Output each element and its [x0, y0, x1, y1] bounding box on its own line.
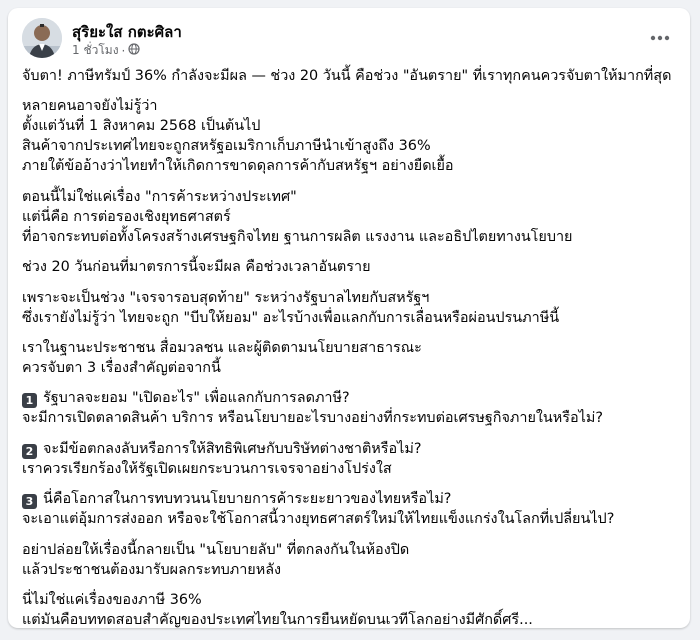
text-line [22, 388, 680, 408]
point-heading: จะมีข้อตกลงลับหรือการให้สิทธิพิเศษกับบริษัทต่างชาติหรือไม่? [43, 440, 422, 457]
author-name[interactable]: สุริยะใส กตะศิลา [72, 23, 182, 41]
text-line [22, 439, 680, 459]
text-line: สินค้าจากประเทศไทยจะถูกสหรัฐอเมริกาเก็บภาษีนำเข้าสูงถึง 36% [22, 138, 431, 155]
post-card [8, 8, 690, 628]
text-line: ช่วง 20 วันก่อนที่มาตรการนี้จะมีผล คือช่วงเวลาอันตราย [22, 259, 371, 276]
meta-separator: · [121, 43, 126, 58]
text-line: ซึ่งเรายังไม่รู้ว่า ไทยจะถูก "บีบให้ยอม" อะไรบ้างเพื่อแลกกับการเลื่อนหรือผ่อนปรนภาษีนี้ [22, 309, 560, 326]
paragraph [22, 96, 680, 176]
more-horizontal-icon [650, 35, 670, 41]
text-line: ภายใต้ข้ออ้างว่าไทยทำให้เกิดการขาดดุลการค้ากับสหรัฐฯ อย่างยืดเยื้อ [22, 158, 454, 175]
numbered-point-3 [22, 489, 680, 529]
text-line: ตอนนี้ไม่ใช่แค่เรื่อง "การค้าระหว่างประเทศ" [22, 188, 297, 205]
text-line: เราในฐานะประชาชน สื่อมวลชน และผู้ติดตามนโยบายสาธารณะ [22, 339, 422, 356]
globe-icon [128, 43, 140, 58]
paragraph [22, 288, 680, 328]
keycap-1-icon: 1 [22, 393, 37, 408]
point-heading: นี่คือโอกาสในการทบทวนนโยบายการค้าระยะยาวของไทยหรือไม่? [43, 491, 452, 508]
text-line [22, 489, 680, 509]
text-line: แต่นี่คือ การต่อรองเชิงยุทธศาสตร์ [22, 208, 231, 225]
more-options-button[interactable] [644, 22, 676, 54]
text-line: ตั้งแต่วันที่ 1 สิงหาคม 2568 เป็นต้นไป [22, 118, 261, 135]
text-line: แต่มันคือบททดสอบสำคัญของประเทศไทยในการยืนหยัดบนเวทีโลกอย่างมีศักดิ์ศรี... [22, 611, 533, 628]
paragraph [22, 540, 680, 580]
text-line: เราควรเรียกร้องให้รัฐเปิดเผยกระบวนการเจรจาอย่างโปร่งใส [22, 460, 392, 477]
text-line: ที่อาจกระทบต่อทั้งโครงสร้างเศรษฐกิจไทย ฐานการผลิต แรงงาน และอธิปไตยทางนโยบาย [22, 228, 573, 245]
point-heading: รัฐบาลจะยอม "เปิดอะไร" เพื่อแลกกับการลดภาษี? [43, 390, 350, 407]
post-meta [72, 41, 140, 60]
author-avatar[interactable] [22, 18, 62, 58]
paragraph [22, 257, 680, 277]
text-line: นี่ไม่ใช่แค่เรื่องของภาษี 36% [22, 591, 202, 608]
paragraph [22, 187, 680, 247]
text-line: หลายคนอาจยังไม่รู้ว่า [22, 98, 158, 115]
numbered-point-1 [22, 388, 680, 428]
numbered-point-2 [22, 439, 680, 479]
text-line: จะมีการเปิดตลาดสินค้า บริการ หรือนโยบายอะไรบางอย่างที่กระทบต่อเศรษฐกิจภายในหรือไม่? [22, 410, 603, 427]
keycap-3-icon: 3 [22, 494, 37, 509]
paragraph [22, 590, 680, 630]
paragraph [22, 66, 680, 86]
text-line: จับตา! ภาษีทรัมป์ 36% กำลังจะมีผล — ช่วง 20 วันนี้ คือช่วง "อันตราย" ที่เราทุกคนควรจับตาให้มากที่สุด [22, 68, 672, 84]
text-line: เพราะจะเป็นช่วง "เจรจารอบสุดท้าย" ระหว่างรัฐบาลไทยกับสหรัฐฯ [22, 289, 430, 306]
text-line: อย่าปล่อยให้เรื่องนี้กลายเป็น "นโยบายลับ" ที่ตกลงกันในห้องปิด [22, 541, 410, 558]
text-line: จะเอาแต่อุ้มการส่งออก หรือจะใช้โอกาสนี้วางยุทธศาสตร์ใหม่ให้ไทยแข็งแกร่งในโลกที่เปลี่ยนไป? [22, 511, 615, 528]
paragraph [22, 338, 680, 378]
post-time[interactable]: 1 ชั่วโมง [72, 43, 119, 57]
text-line: ควรจับตา 3 เรื่องสำคัญต่อจากนี้ [22, 359, 221, 376]
text-line: แล้วประชาชนต้องมารับผลกระทบภายหลัง [22, 561, 282, 578]
post-header [22, 18, 676, 68]
post-body [22, 66, 680, 640]
keycap-2-icon: 2 [22, 444, 37, 459]
